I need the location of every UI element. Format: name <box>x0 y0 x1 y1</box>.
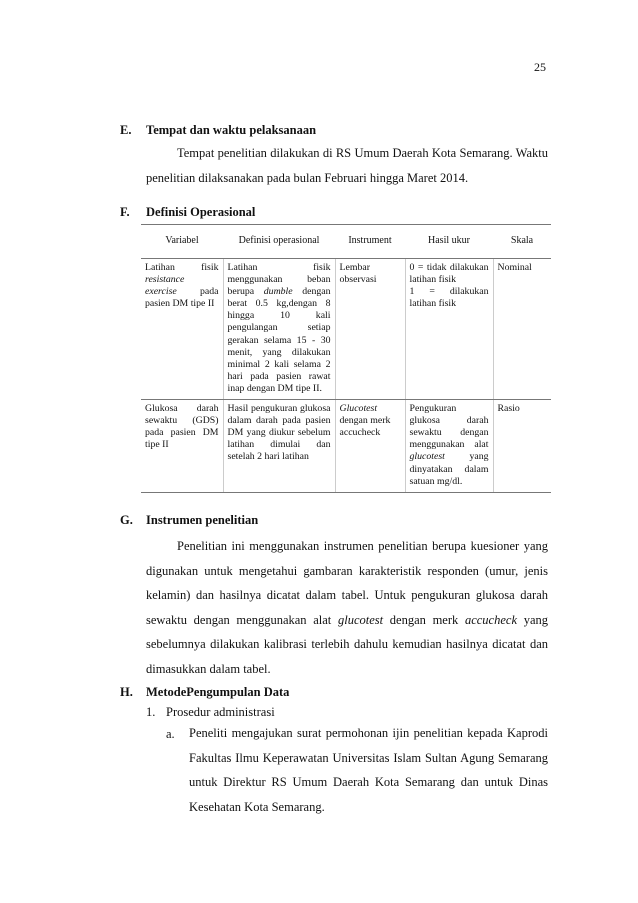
column-header: Skala <box>493 225 551 259</box>
section-e-title: Tempat dan waktu pelaksanaan <box>146 123 317 137</box>
section-g-heading <box>120 513 258 528</box>
table-header-row <box>141 225 551 259</box>
section-f-title: Definisi Operasional <box>146 205 256 219</box>
section-f-heading <box>120 205 255 220</box>
column-header: Variabel <box>141 225 223 259</box>
column-header: Hasil ukur <box>405 225 493 259</box>
page-number: 25 <box>534 60 546 74</box>
table-cell: Lembar observasi <box>335 259 405 400</box>
section-e-heading <box>120 123 316 138</box>
table-cell: 0 = tidak dilakukan latihan fisik 1 = dilakukan latihan fisik <box>405 259 493 400</box>
section-g-body: Penelitian ini menggunakan instrumen penelitian berupa kuesioner yang digunakan untuk mengetahui gambaran karakteristik responden (umur, jenis kelamin) dan hasilnya dicatat dalam tabel. Untuk pengukuran glukosa darah sewaktu dengan menggunakan alat glucotest dengan merk accucheck yang sebelumnya dilakukan kalibrasi terlebih dahulu kemudian hasilnya dicatat dan dimasukkan dalam tabel. <box>146 539 548 676</box>
table-cell: Pengukuran glukosa darah sewaktu dengan menggunakan alat glucotest yang dinyatakan dalam satuan mg/dl. <box>405 400 493 493</box>
section-e-body: Tempat penelitian dilakukan di RS Umum Daerah Kota Semarang. Waktu penelitian dilaksanakan pada bulan Februari hingga Maret 2014. <box>146 146 548 185</box>
table-cell: Rasio <box>493 400 551 493</box>
italic-term: glucotest <box>409 451 445 463</box>
table-cell: Latihan fisik resistance exercise pada pasien DM tipe II <box>141 259 223 400</box>
italic-term: dumble <box>263 286 293 298</box>
table-cell: Hasil pengukuran glukosa dalam darah pada pasien DM yang diukur sebelum latihan dimulai dan setelah 2 hari latihan <box>223 400 335 493</box>
table-cell: Latihan fisik menggunakan beban berupa dumble dengan berat 0.5 kg,dengan 8 hingga 10 kali pengulangan setiap gerakan selama 15 - 30 menit, yang dilakukan minimal 2 kali selama 2 hari pada pasien rawat inap dengan DM tipe II. <box>223 259 335 400</box>
table-row <box>141 400 551 493</box>
table-cell: Glucotest dengan merk accucheck <box>335 400 405 493</box>
list-item-number: 1. <box>146 705 156 719</box>
italic-term: resistance exercise <box>145 274 185 298</box>
section-h-heading <box>120 685 289 700</box>
italic-term: accucheck <box>464 612 517 627</box>
operational-definition-table <box>141 224 551 493</box>
list-item-a-letter: a. <box>166 727 175 741</box>
section-f-letter: F. <box>120 205 130 219</box>
column-header: Instrument <box>335 225 405 259</box>
section-h-letter: H. <box>120 685 133 699</box>
table-row <box>141 259 551 400</box>
section-g-letter: G. <box>120 513 133 527</box>
list-item-1 <box>146 705 275 720</box>
section-e-letter: E. <box>120 123 132 137</box>
table-cell: Glukosa darah sewaktu (GDS) pada pasien DM tipe II <box>141 400 223 493</box>
italic-term: glucotest <box>337 612 384 627</box>
section-h-title: MetodePengumpulan Data <box>146 685 290 699</box>
italic-term: Glucotest <box>339 403 378 415</box>
section-g-title: Instrumen penelitian <box>146 513 259 527</box>
column-header: Definisi operasional <box>223 225 335 259</box>
list-item-label: Prosedur administrasi <box>166 705 275 719</box>
list-item-a-body: Peneliti mengajukan surat permohonan ijin penelitian kepada Kaprodi Fakultas Ilmu Keperawatan Universitas Islam Sultan Agung Semarang untuk Direktur RS Umum Daerah Kota Semarang dan untuk Dinas Kesehatan Kota Semarang. <box>189 726 548 814</box>
table-cell: Nominal <box>493 259 551 400</box>
